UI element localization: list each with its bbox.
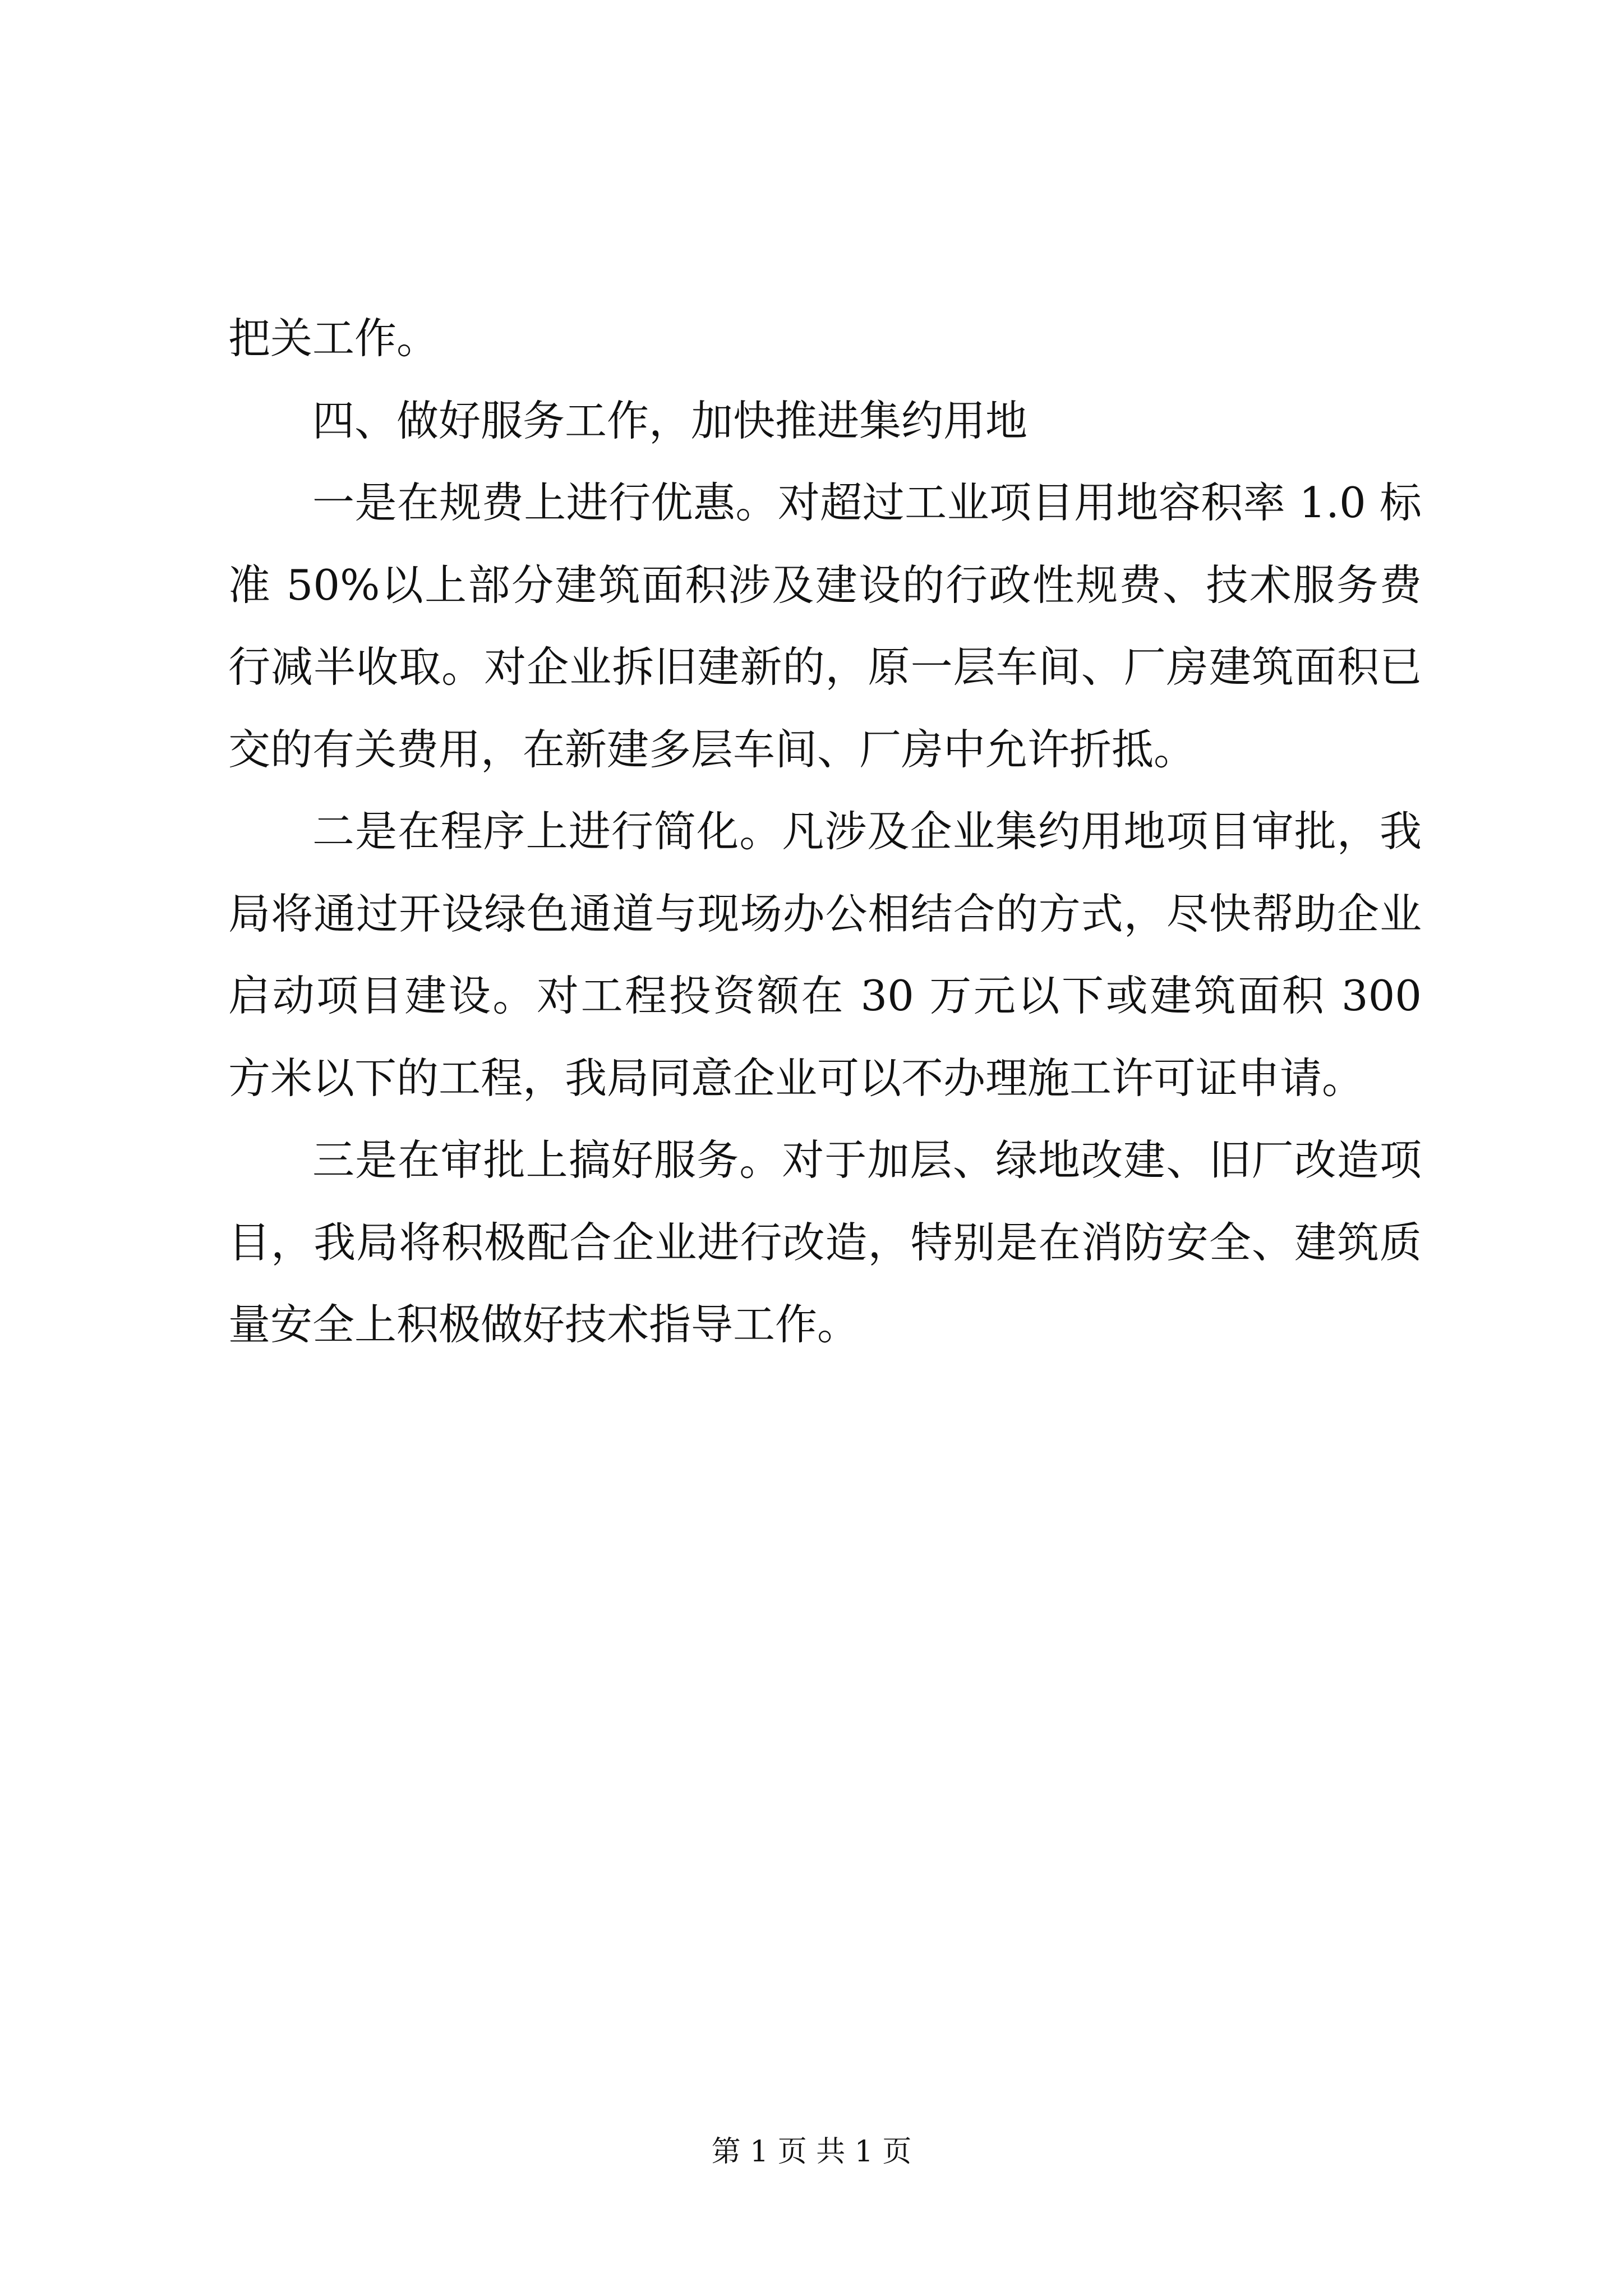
paragraph-continuation <box>228 297 1422 380</box>
text-line: 启动项目建设。对工程投资额在 30 万元以下或建筑面积 300 <box>228 971 1422 1020</box>
text-line: 一是在规费上进行优惠。对超过工业项目用地容积率 1.0 标 <box>312 478 1422 527</box>
text-line: 二是在程序上进行简化。凡涉及企业集约用地项目审批，我 <box>312 807 1422 856</box>
paragraph-procedure-simplify <box>228 790 1422 1119</box>
text-line: 局将通过开设绿色通道与现场办公相结合的方式，尽快帮助企业 <box>228 889 1422 938</box>
paragraph-fee-discount <box>228 462 1422 790</box>
text-line: 准 50%以上部分建筑面积涉及建设的行政性规费、技术服务费 <box>228 560 1422 610</box>
text-line: 把关工作。 <box>228 314 439 363</box>
section-heading-text: 四、做好服务工作，加快推进集约用地 <box>312 395 1028 445</box>
text-line: 量安全上积极做好技术指导工作。 <box>228 1300 860 1349</box>
text-line: 目，我局将积极配合企业进行改造，特别是在消防安全、建筑质 <box>228 1217 1422 1267</box>
paragraph-approval-service <box>228 1119 1422 1366</box>
text-line: 交的有关费用，在新建多层车间、厂房中允许折抵。 <box>228 724 1196 774</box>
page-number-label: 第 1 页 共 1 页 <box>711 2135 912 2169</box>
section-heading <box>228 380 1422 462</box>
text-line: 行减半收取。对企业拆旧建新的，原一层车间、厂房建筑面积已 <box>228 642 1422 692</box>
page-footer <box>0 2132 1623 2171</box>
text-line: 三是在审批上搞好服务。对于加层、绿地改建、旧厂改造项 <box>312 1135 1422 1185</box>
text-line: 方米以下的工程，我局同意企业可以不办理施工许可证申请。 <box>228 1053 1364 1103</box>
document-body <box>228 297 1422 1366</box>
